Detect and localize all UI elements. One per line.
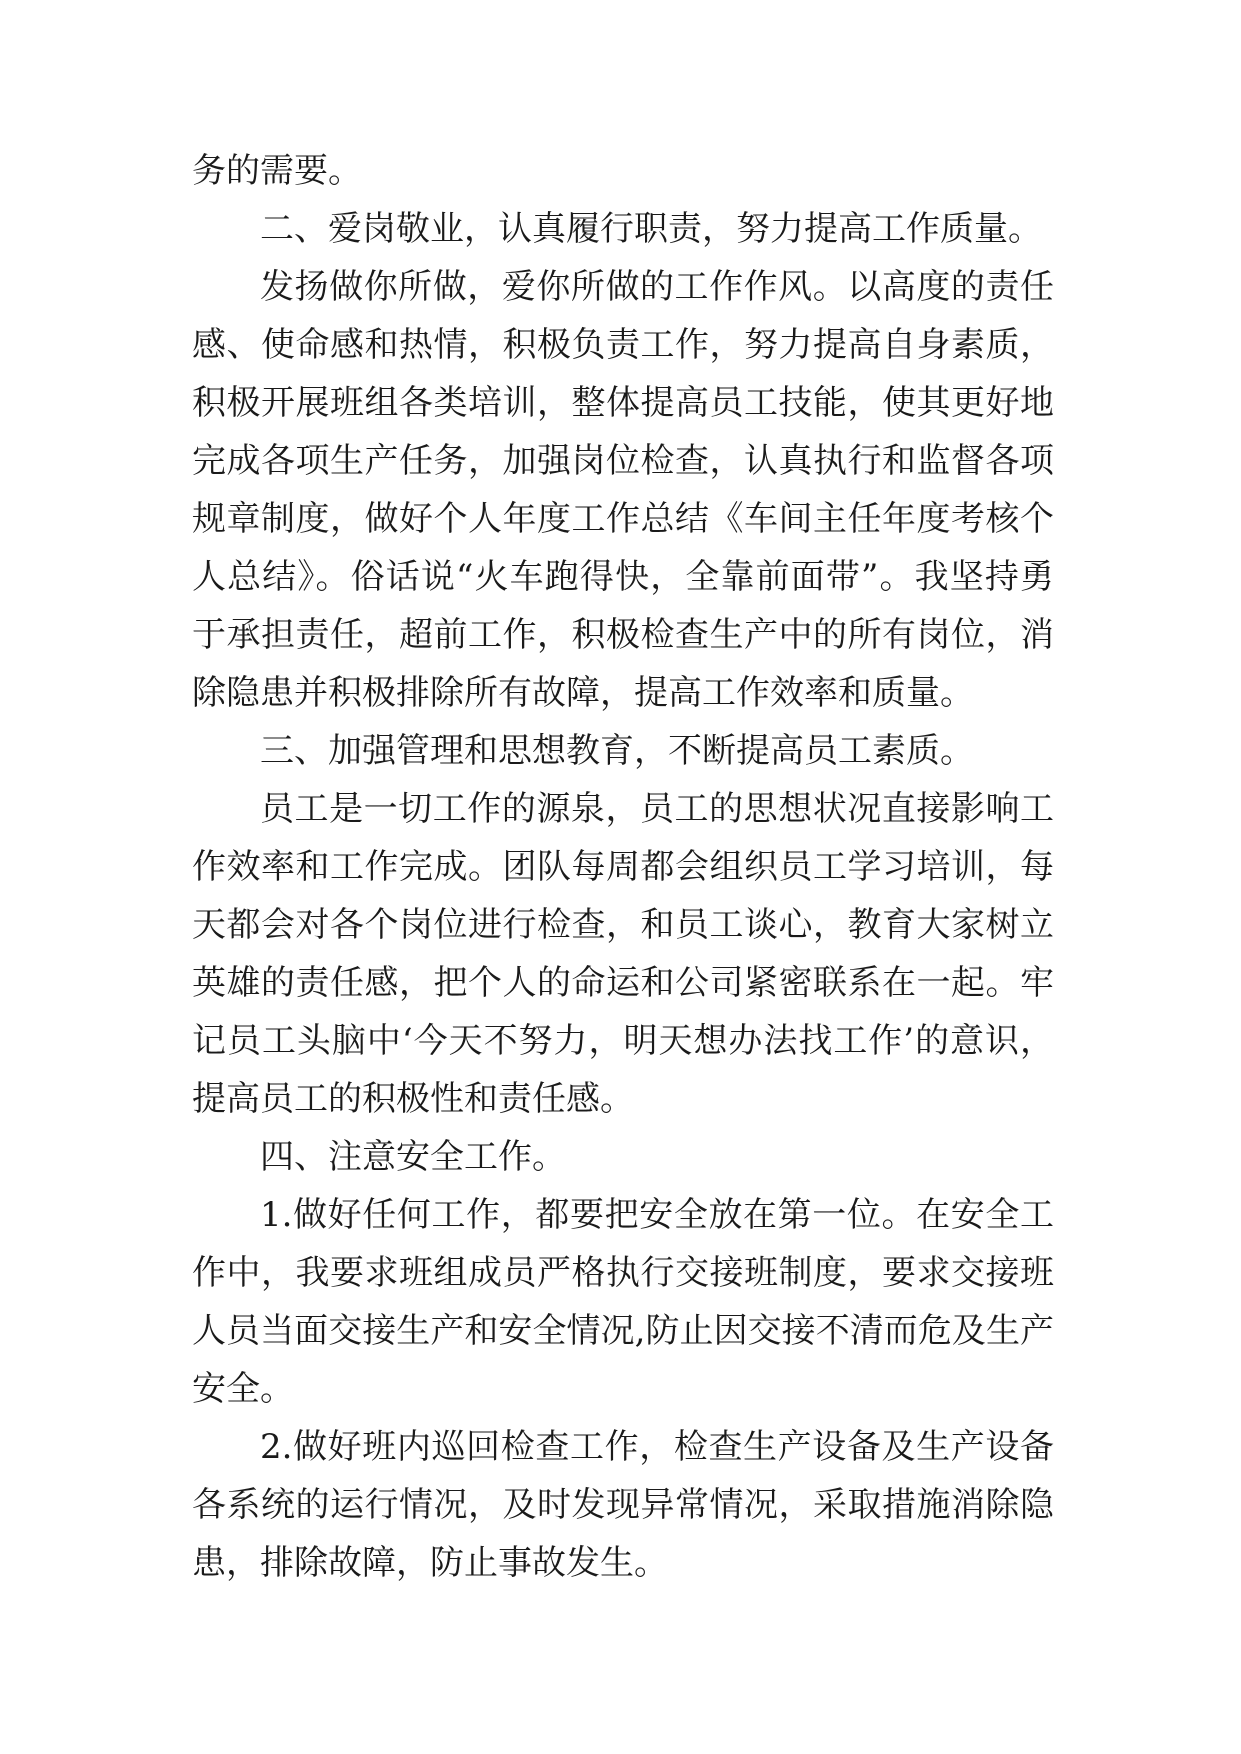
- list-item-1: 1.做好任何工作，都要把安全放在第一位。在安全工作中，我要求班组成员严格执行交接班制度，要求交接班人员当面交接生产和安全情况,防止因交接不清而危及生产安全。: [192, 1195, 1054, 1409]
- paragraph-5: 员工是一切工作的源泉，员工的思想状况直接影响工作效率和工作完成。团队每周都会组织员工学习培训，每天都会对各个岗位进行检查，和员工谈心，教育大家树立英雄的责任感，把个人的命运和公司紧密联系在一起。牢记员工头脑中‘今天不努力，明天想办法找工作’的意识，提高员工的积极性和责任感。: [192, 789, 1054, 1119]
- paragraph-1: 务的需要。: [192, 151, 362, 191]
- list-item-2: 2.做好班内巡回检查工作，检查生产设备及生产设备各系统的运行情况，及时发现异常情况，采取措施消除隐患，排除故障，防止事故发生。: [192, 1427, 1054, 1583]
- heading-section-4: 四、注意安全工作。: [260, 1137, 566, 1177]
- heading-section-3: 三、加强管理和思想教育，不断提高员工素质。: [260, 731, 974, 771]
- document-body: [192, 142, 1054, 1592]
- heading-section-2: 二、爱岗敬业，认真履行职责，努力提高工作质量。: [260, 209, 1042, 249]
- paragraph-3: 发扬做你所做，爱你所做的工作作风。以高度的责任感、使命感和热情，积极负责工作，努力提高自身素质，积极开展班组各类培训，整体提高员工技能，使其更好地完成各项生产任务，加强岗位检查，认真执行和监督各项规章制度，做好个人年度工作总结《车间主任年度考核个人总结》。俗话说“火车跑得快，全靠前面带”。我坚持勇于承担责任，超前工作，积极检查生产中的所有岗位，消除隐患并积极排除所有故障，提高工作效率和质量。: [192, 267, 1054, 713]
